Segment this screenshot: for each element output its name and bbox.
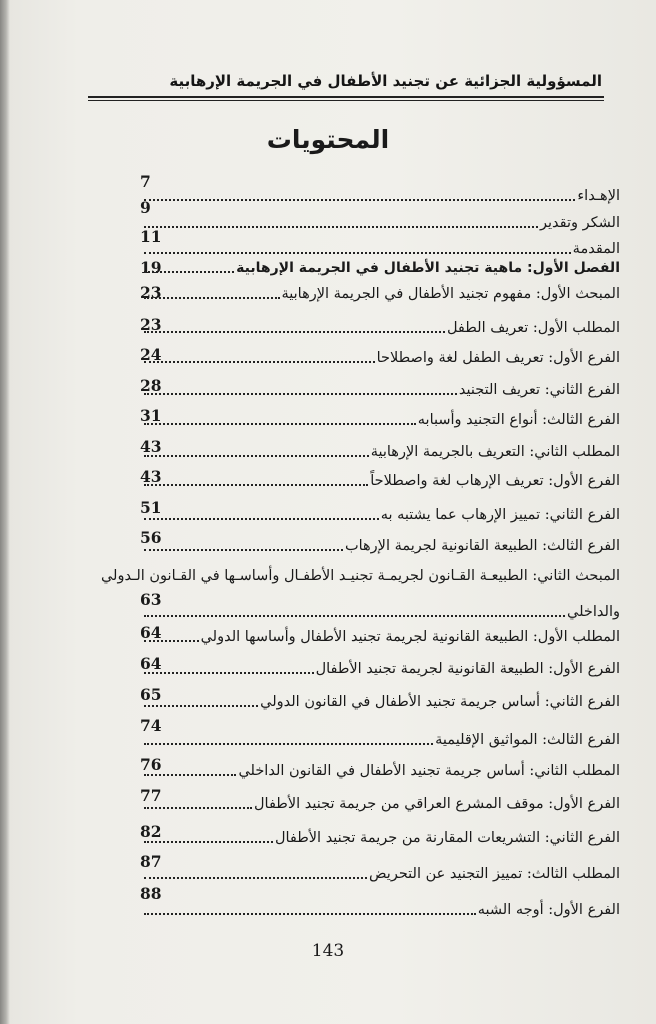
toc-entry-text: المقدمة (572, 241, 620, 257)
toc-page-number: 9 (140, 198, 151, 217)
toc-page-number: 74 (140, 716, 162, 735)
toc-entry (140, 186, 620, 206)
toc-entry-text: الإهـداء (577, 188, 620, 204)
toc-page-number: 63 (140, 590, 162, 609)
toc-page-number: 43 (140, 437, 162, 456)
toc-entry-text: الفرع الثاني: أساس جريمة تجنيد الأطفال في القانون الدولي (260, 694, 620, 710)
toc-entry (140, 794, 620, 814)
toc-leader-dots (144, 297, 280, 299)
toc-page-number: 7 (140, 172, 151, 191)
toc-page-number: 51 (140, 498, 162, 517)
toc-entry-text: المطلب الثالث: تمييز التجنيد عن التحريض (369, 866, 620, 882)
toc-page-number: 19 (140, 258, 162, 277)
toc-leader-dots (144, 774, 236, 776)
toc-leader-dots (144, 640, 199, 642)
toc-leader-dots (144, 226, 538, 228)
toc-entry (140, 692, 620, 712)
toc-entry (140, 213, 620, 233)
toc-entry-text: المطلب الثاني: أساس جريمة تجنيد الأطفال في القانون الداخلي (238, 763, 620, 779)
toc-page-number: 56 (140, 528, 162, 547)
toc-entry (140, 348, 620, 368)
toc-entry (140, 761, 620, 781)
toc-page-number: 24 (140, 345, 162, 364)
toc-leader-dots (144, 518, 379, 520)
toc-leader-dots (144, 252, 571, 254)
header-divider (88, 96, 604, 101)
page-number: 143 (311, 941, 345, 961)
toc-entry-text: المبحث الأول: مفهوم تجنيد الأطفال في الجريمة الإرهابية (281, 286, 620, 302)
toc-page-number: 23 (140, 283, 162, 302)
toc-entry-text: الفرع الأول: تعريف الطفل لغة واصطلاحا (376, 350, 620, 366)
toc-entry (140, 239, 620, 259)
toc-entry-text: الفرع الثالث: المواثيق الإقليمية (435, 732, 620, 748)
toc-page-number: 28 (140, 376, 162, 395)
toc-entry (140, 442, 620, 462)
toc-entry (140, 828, 620, 848)
toc-leader-dots (144, 423, 416, 425)
toc-leader-dots (144, 455, 369, 457)
toc-entry (140, 602, 620, 622)
toc-page-number: 82 (140, 822, 162, 841)
toc-entry-text: الفرع الثاني: تعريف التجنيد (458, 382, 620, 398)
toc-entry-text: والداخلي (567, 604, 620, 620)
toc-leader-dots (144, 331, 445, 333)
toc-page-number: 87 (140, 852, 162, 871)
toc-entry (140, 471, 620, 491)
toc-entry (140, 505, 620, 525)
toc-entry (140, 536, 620, 556)
toc-entry-text: المطلب الثاني: التعريف بالجريمة الإرهابية (370, 444, 620, 460)
toc-page-number: 88 (140, 884, 162, 903)
toc-entry (140, 730, 620, 750)
toc-entry-text: الفرع الثالث: أنواع التجنيد وأسبابه (417, 412, 620, 428)
toc-entry-text: الفرع الأول: تعريف الإرهاب لغة واصطلاحاً (370, 473, 620, 489)
toc-leader-dots (144, 361, 375, 363)
toc-leader-dots (144, 913, 476, 915)
toc-page-number: 65 (140, 685, 162, 704)
toc-entry-text: الفصل الأول: ماهية تجنيد الأطفال في الجريمة الإرهابية (236, 260, 620, 276)
toc-entry-text: المطلب الأول: تعريف الطفل (446, 320, 620, 336)
toc-entry-text: الفرع الثاني: التشريعات المقارنة من جريمة تجنيد الأطفال (274, 830, 620, 846)
toc-leader-dots (144, 393, 457, 395)
toc-title: المحتويات (266, 125, 390, 154)
toc-entry (140, 318, 620, 338)
toc-leader-dots (144, 615, 565, 617)
toc-entry-text: المطلب الأول: الطبيعة القانونية لجريمة تجنيد الأطفال وأساسها الدولي (200, 629, 620, 645)
toc-page-number: 31 (140, 406, 162, 425)
toc-page-number: 43 (140, 467, 162, 486)
toc-entry-text: الفرع الأول: أوجه الشبه (477, 902, 620, 918)
toc-leader-dots (144, 672, 314, 674)
toc-leader-dots (144, 705, 258, 707)
toc-entry (140, 410, 620, 430)
toc-entry (140, 659, 620, 679)
toc-entry (140, 900, 620, 920)
toc-entry (140, 380, 620, 400)
toc-page-number: 11 (140, 227, 162, 246)
toc-leader-dots (144, 877, 367, 879)
toc-leader-dots (144, 841, 273, 843)
toc-entry-text: الفرع الثاني: تمييز الإرهاب عما يشتبه به (380, 507, 620, 523)
toc-entry-wrapped-text: المبحث الثاني: الطبيعـة القـانون لجريمـة تجنيـد الأطفـال وأساسـها في القـانون الـدولي (100, 568, 620, 584)
toc-leader-dots (144, 743, 433, 745)
toc-page-number: 77 (140, 786, 162, 805)
toc-leader-dots (144, 484, 368, 486)
toc-page-number: 64 (140, 654, 162, 673)
toc-entry-chapter (140, 258, 620, 278)
toc-leader-dots (144, 271, 234, 273)
toc-entry-text: الفرع الأول: الطبيعة القانونية لجريمة تجنيد الأطفال (315, 661, 620, 677)
toc-leader-dots (144, 549, 343, 551)
toc-entry (140, 627, 620, 647)
toc-page-number: 76 (140, 755, 162, 774)
toc-leader-dots (144, 199, 575, 201)
toc-entry (140, 864, 620, 884)
running-header-title: المسؤولية الجزائية عن تجنيد الأطفال في الجريمة الإرهابية (169, 72, 602, 90)
toc-page-number: 23 (140, 315, 162, 334)
toc-entry-text: الشكر وتقدير (539, 215, 620, 231)
toc-page-number: 64 (140, 623, 162, 642)
toc-entry-text: الفرع الثالث: الطبيعة القانونية لجريمة الإرهاب (344, 538, 620, 554)
toc-entry-text: الفرع الأول: موقف المشرع العراقي من جريمة تجنيد الأطفال (254, 796, 620, 812)
toc-leader-dots (144, 807, 252, 809)
toc-entry (140, 284, 620, 304)
